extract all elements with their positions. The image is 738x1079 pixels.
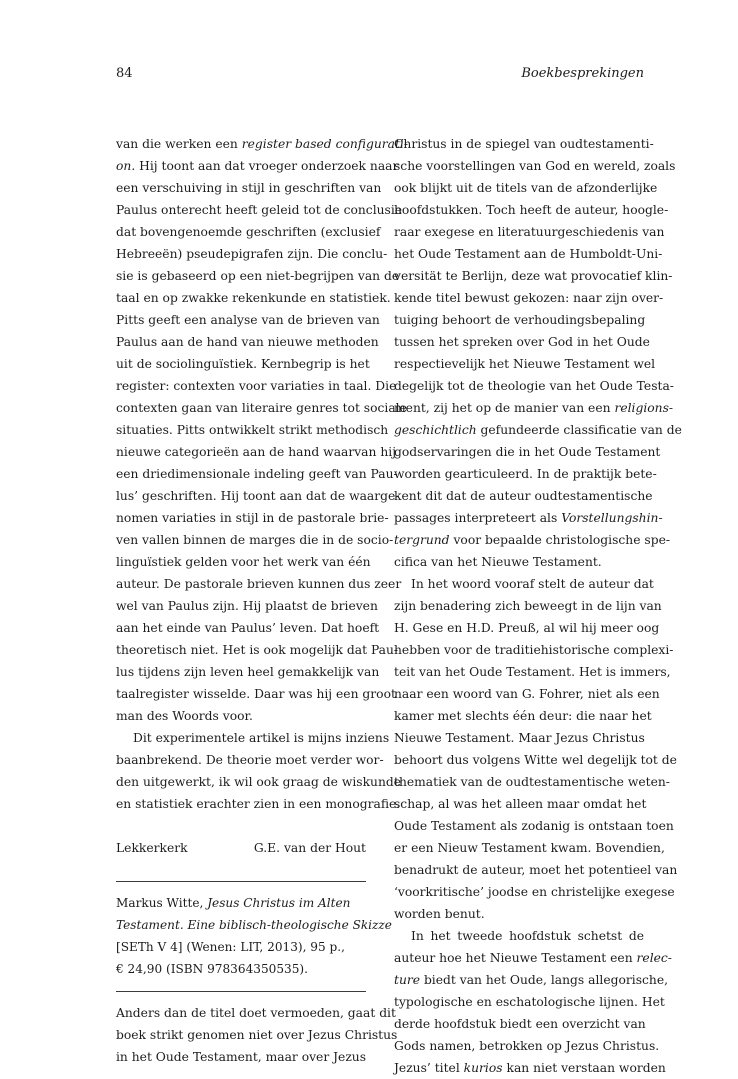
text-line bbox=[116, 199, 403, 221]
italic-text: on bbox=[116, 159, 132, 173]
text-line bbox=[394, 397, 674, 419]
text-segment: benadrukt de auteur, moet het potentieel van bbox=[394, 863, 678, 877]
text-line bbox=[116, 463, 398, 485]
text-segment: een verschuiving in stijl in geschriften van bbox=[116, 181, 382, 195]
text-line bbox=[394, 243, 663, 265]
text-segment: taal en op zwakke rekenkunde en statistiek. bbox=[116, 291, 391, 305]
paragraph bbox=[394, 133, 682, 573]
text-segment: typologische en eschatologische lijnen. Het bbox=[394, 995, 665, 1009]
text-segment: ment, zij het op de manier van een bbox=[394, 401, 615, 415]
text-segment: kende titel bewust gekozen: naar zijn over- bbox=[394, 291, 664, 305]
text-line bbox=[116, 892, 366, 914]
italic-text: tergrund bbox=[394, 533, 450, 547]
text-line bbox=[116, 221, 381, 243]
text-segment: den uitgewerkt, ik wil ook graag de wiskunde bbox=[116, 775, 402, 789]
text-segment: Hebreeën) pseudepigrafen zijn. Die conclu- bbox=[116, 247, 388, 261]
text-segment: sie is gebaseerd op een niet-begrijpen van de bbox=[116, 269, 400, 283]
text-line bbox=[116, 155, 399, 177]
text-line bbox=[116, 595, 378, 617]
text-segment: ook blijkt uit de titels van de afzonderlijke bbox=[394, 181, 658, 195]
text-segment: kamer met slechts één deur: die naar het bbox=[394, 709, 652, 723]
signoff-author: G.E. van der Hout bbox=[253, 841, 366, 855]
text-segment: een driedimensionale indeling geeft van Pau- bbox=[116, 467, 398, 481]
text-line bbox=[394, 617, 660, 639]
text-segment: thematiek van de oudtestamentische weten- bbox=[394, 775, 670, 789]
text-line bbox=[394, 683, 660, 705]
text-line bbox=[394, 309, 644, 331]
text-line bbox=[116, 936, 366, 958]
text-segment: auteur. De pastorale brieven kunnen dus zeer bbox=[116, 577, 402, 591]
text-line bbox=[116, 507, 389, 529]
text-segment: Pitts geeft een analyse van de brieven van bbox=[116, 313, 380, 327]
text-line bbox=[116, 529, 394, 551]
text-segment: naar een woord van G. Fohrer, niet als een bbox=[394, 687, 660, 701]
text-line bbox=[394, 903, 644, 925]
text-segment: lus tijdens zijn leven heel gemakkelijk van bbox=[116, 665, 380, 679]
page-number: 84 bbox=[116, 66, 133, 81]
text-line bbox=[394, 441, 661, 463]
text-line bbox=[394, 265, 673, 287]
text-segment: raar exegese en literatuurgeschiedenis van bbox=[394, 225, 665, 239]
italic-text: Jesus Christus im Alten bbox=[207, 896, 351, 910]
text-line bbox=[394, 639, 674, 661]
text-line bbox=[116, 727, 390, 749]
text-line bbox=[394, 375, 674, 397]
text-segment: baanbrekend. De theorie moet verder wor- bbox=[116, 753, 384, 767]
text-line bbox=[116, 1002, 396, 1024]
text-line bbox=[394, 793, 647, 815]
text-line bbox=[116, 265, 400, 287]
text-segment: van die werken een bbox=[116, 137, 242, 151]
text-line bbox=[394, 529, 671, 551]
text-line bbox=[116, 914, 392, 936]
text-line bbox=[116, 441, 397, 463]
text-segment: man des Woords voor. bbox=[116, 709, 253, 723]
paragraph bbox=[394, 573, 678, 925]
text-line bbox=[394, 969, 669, 991]
text-segment: behoort dus volgens Witte wel degelijk tot de bbox=[394, 753, 677, 767]
text-segment: passages interpreteert als bbox=[394, 511, 562, 525]
text-segment: cifica van het Nieuwe Testament. bbox=[394, 555, 602, 569]
text-line bbox=[116, 353, 370, 375]
text-segment: nomen variaties in stijl in de pastorale brie- bbox=[116, 511, 389, 525]
text-line bbox=[394, 1013, 644, 1035]
text-segment: € 24,90 (ISBN 978364350535). bbox=[116, 962, 308, 976]
page-header bbox=[116, 66, 644, 86]
text-segment: hebben voor de traditiehistorische complexi- bbox=[394, 643, 674, 657]
text-line bbox=[394, 991, 665, 1013]
section-divider-bottom bbox=[116, 991, 366, 992]
text-line bbox=[116, 958, 366, 980]
text-segment: ven vallen binnen de marges die in de socio- bbox=[116, 533, 394, 547]
text-segment: Gods namen, betrokken op Jezus Christus. bbox=[394, 1039, 660, 1053]
text-segment: lus’ geschriften. Hij toont aan dat de waarge- bbox=[116, 489, 400, 503]
text-line bbox=[394, 551, 644, 573]
text-segment: hoofdstukken. Toch heeft de auteur, hoogle- bbox=[394, 203, 669, 217]
text-line bbox=[394, 727, 644, 749]
text-line bbox=[116, 683, 396, 705]
text-line bbox=[116, 617, 380, 639]
text-segment: sche voorstellingen van God en wereld, zoals bbox=[394, 159, 676, 173]
text-line bbox=[394, 925, 644, 947]
text-segment: Christus in de spiegel van oudtestamenti- bbox=[394, 137, 654, 151]
text-segment: situaties. Pitts ontwikkelt strikt methodisch bbox=[116, 423, 389, 437]
text-segment: Oude Testament als zodanig is ontstaan toen bbox=[394, 819, 674, 833]
text-line bbox=[394, 837, 665, 859]
text-segment: register: contexten voor variaties in taal. Die bbox=[116, 379, 397, 393]
text-segment: boek strikt genomen niet over Jezus Christus bbox=[116, 1028, 398, 1042]
text-line bbox=[116, 705, 366, 727]
text-line bbox=[394, 331, 650, 353]
text-segment: derde hoofdstuk biedt een overzicht van bbox=[394, 1017, 646, 1031]
text-segment: in het Oude Testament, maar over Jezus bbox=[116, 1050, 367, 1064]
text-segment: er een Nieuw Testament kwam. Bovendien, bbox=[394, 841, 665, 855]
text-line bbox=[394, 1035, 660, 1057]
italic-text: relec- bbox=[636, 951, 672, 965]
text-segment: Nieuwe Testament. Maar Jezus Christus bbox=[394, 731, 645, 745]
text-segment: teit van het Oude Testament. Het is immers, bbox=[394, 665, 671, 679]
text-line bbox=[116, 397, 407, 419]
text-line bbox=[116, 551, 371, 573]
text-line bbox=[394, 749, 677, 771]
text-line bbox=[394, 573, 654, 595]
text-line bbox=[394, 221, 665, 243]
text-segment: worden benut. bbox=[394, 907, 485, 921]
text-segment: H. Gese en H.D. Preuß, al wil hij meer oog bbox=[394, 621, 660, 635]
book-review-heading bbox=[116, 892, 392, 980]
running-title: Boekbesprekingen bbox=[521, 66, 644, 81]
text-segment: In het woord vooraf stelt de auteur dat bbox=[411, 577, 654, 591]
text-line bbox=[116, 573, 402, 595]
text-segment: linguïstiek gelden voor het werk van één bbox=[116, 555, 371, 569]
italic-text: ture bbox=[394, 973, 421, 987]
text-line bbox=[394, 199, 669, 221]
text-segment: dat bovengenoemde geschriften (exclusief bbox=[116, 225, 381, 239]
text-line bbox=[394, 133, 654, 155]
text-segment: theoretisch niet. Het is ook mogelijk dat Pau- bbox=[116, 643, 399, 657]
paragraph bbox=[116, 1002, 398, 1068]
text-segment: gefundeerde classificatie van de bbox=[476, 423, 682, 437]
text-line bbox=[116, 485, 400, 507]
text-line bbox=[394, 419, 682, 441]
text-segment: kent dit dat de auteur oudtestamentische bbox=[394, 489, 653, 503]
text-segment: taalregister wisselde. Daar was hij een groot bbox=[116, 687, 396, 701]
italic-text: Testament. Eine biblisch-theologische Skizze bbox=[116, 918, 392, 932]
text-line bbox=[394, 661, 671, 683]
italic-text: register based configurati- bbox=[241, 137, 409, 151]
text-segment: [SETh V 4] (Wenen: LIT, 2013), 95 p., bbox=[116, 940, 345, 954]
text-line bbox=[394, 155, 676, 177]
text-line bbox=[394, 771, 670, 793]
text-line bbox=[116, 793, 401, 815]
text-line bbox=[394, 859, 678, 881]
text-segment: ‘voorkritische’ joodse en christelijke exegese bbox=[394, 885, 675, 899]
text-segment: contexten gaan van literaire genres tot sociale bbox=[116, 401, 407, 415]
text-segment: godservaringen die in het Oude Testament bbox=[394, 445, 661, 459]
text-segment: worden gearticuleerd. In de praktijk bete- bbox=[394, 467, 657, 481]
text-segment: auteur hoe het Nieuwe Testament een bbox=[394, 951, 637, 965]
text-line bbox=[116, 331, 379, 353]
text-line bbox=[116, 287, 391, 309]
text-line bbox=[394, 353, 656, 375]
text-line bbox=[116, 749, 384, 771]
text-segment: degelijk tot de theologie van het Oude Testa- bbox=[394, 379, 674, 393]
section-divider-top bbox=[116, 881, 366, 882]
text-segment: kan niet verstaan worden bbox=[502, 1061, 666, 1075]
text-segment: versität te Berlijn, deze wat provocatief klin- bbox=[394, 269, 673, 283]
italic-text: geschichtlich bbox=[394, 423, 477, 437]
review-signoff bbox=[116, 837, 366, 859]
text-segment: wel van Paulus zijn. Hij plaatst de brieven bbox=[116, 599, 378, 613]
text-segment: en statistiek erachter zien in een monografie. bbox=[116, 797, 401, 811]
italic-text: Vorstellungshin- bbox=[561, 511, 663, 525]
paragraph bbox=[116, 727, 402, 815]
text-segment: Markus Witte, bbox=[116, 896, 208, 910]
text-line bbox=[116, 1046, 366, 1068]
text-segment: biedt van het Oude, langs allegorische, bbox=[420, 973, 669, 987]
text-line bbox=[116, 375, 397, 397]
text-line bbox=[394, 881, 675, 903]
text-segment: Dit experimentele artikel is mijns inziens bbox=[133, 731, 390, 745]
text-line bbox=[394, 947, 672, 969]
text-line bbox=[394, 595, 662, 617]
text-line bbox=[394, 1057, 666, 1079]
text-line bbox=[116, 661, 380, 683]
text-line bbox=[116, 771, 402, 793]
text-line bbox=[394, 287, 664, 309]
text-segment: zijn benadering zich beweegt in de lijn van bbox=[394, 599, 662, 613]
text-line bbox=[116, 1024, 398, 1046]
paragraph bbox=[116, 133, 409, 727]
text-line bbox=[394, 815, 674, 837]
text-segment: respectievelijk het Nieuwe Testament wel bbox=[394, 357, 656, 371]
text-line bbox=[116, 133, 409, 155]
text-line bbox=[116, 419, 389, 441]
text-segment: Paulus onterecht heeft geleid tot de conclusie bbox=[116, 203, 403, 217]
text-segment: Anders dan de titel doet vermoeden, gaat dit bbox=[116, 1006, 396, 1020]
signoff-place: Lekkerkerk bbox=[116, 841, 188, 855]
text-segment: . Hij toont aan dat vroeger onderzoek naar bbox=[131, 159, 399, 173]
text-segment: tussen het spreken over God in het Oude bbox=[394, 335, 650, 349]
text-segment: uit de sociolinguïstiek. Kernbegrip is het bbox=[116, 357, 370, 371]
italic-text: kurios bbox=[463, 1061, 503, 1075]
text-segment: aan het einde van Paulus’ leven. Dat hoeft bbox=[116, 621, 380, 635]
text-line bbox=[394, 485, 653, 507]
text-segment: Paulus aan de hand van nieuwe methoden bbox=[116, 335, 379, 349]
text-segment: tuiging behoort de verhoudingsbepaling bbox=[394, 313, 646, 327]
paragraph bbox=[394, 925, 672, 1079]
text-line bbox=[116, 639, 399, 661]
text-segment: het Oude Testament aan de Humboldt-Uni- bbox=[394, 247, 663, 261]
text-line bbox=[394, 705, 652, 727]
text-segment: Jezus’ titel bbox=[394, 1061, 464, 1075]
text-segment: nieuwe categorieën aan de hand waarvan hij bbox=[116, 445, 397, 459]
text-segment: schap, al was het alleen maar omdat het bbox=[394, 797, 647, 811]
right-column bbox=[394, 133, 682, 1079]
text-line bbox=[394, 463, 657, 485]
text-line bbox=[394, 177, 658, 199]
text-line bbox=[116, 309, 380, 331]
text-line bbox=[394, 507, 663, 529]
text-segment: voor bepaalde christologische spe- bbox=[449, 533, 671, 547]
text-line bbox=[116, 177, 382, 199]
text-segment: In het tweede hoofdstuk schetst de bbox=[411, 929, 644, 943]
italic-text: religions- bbox=[614, 401, 674, 415]
text-line bbox=[116, 243, 388, 265]
